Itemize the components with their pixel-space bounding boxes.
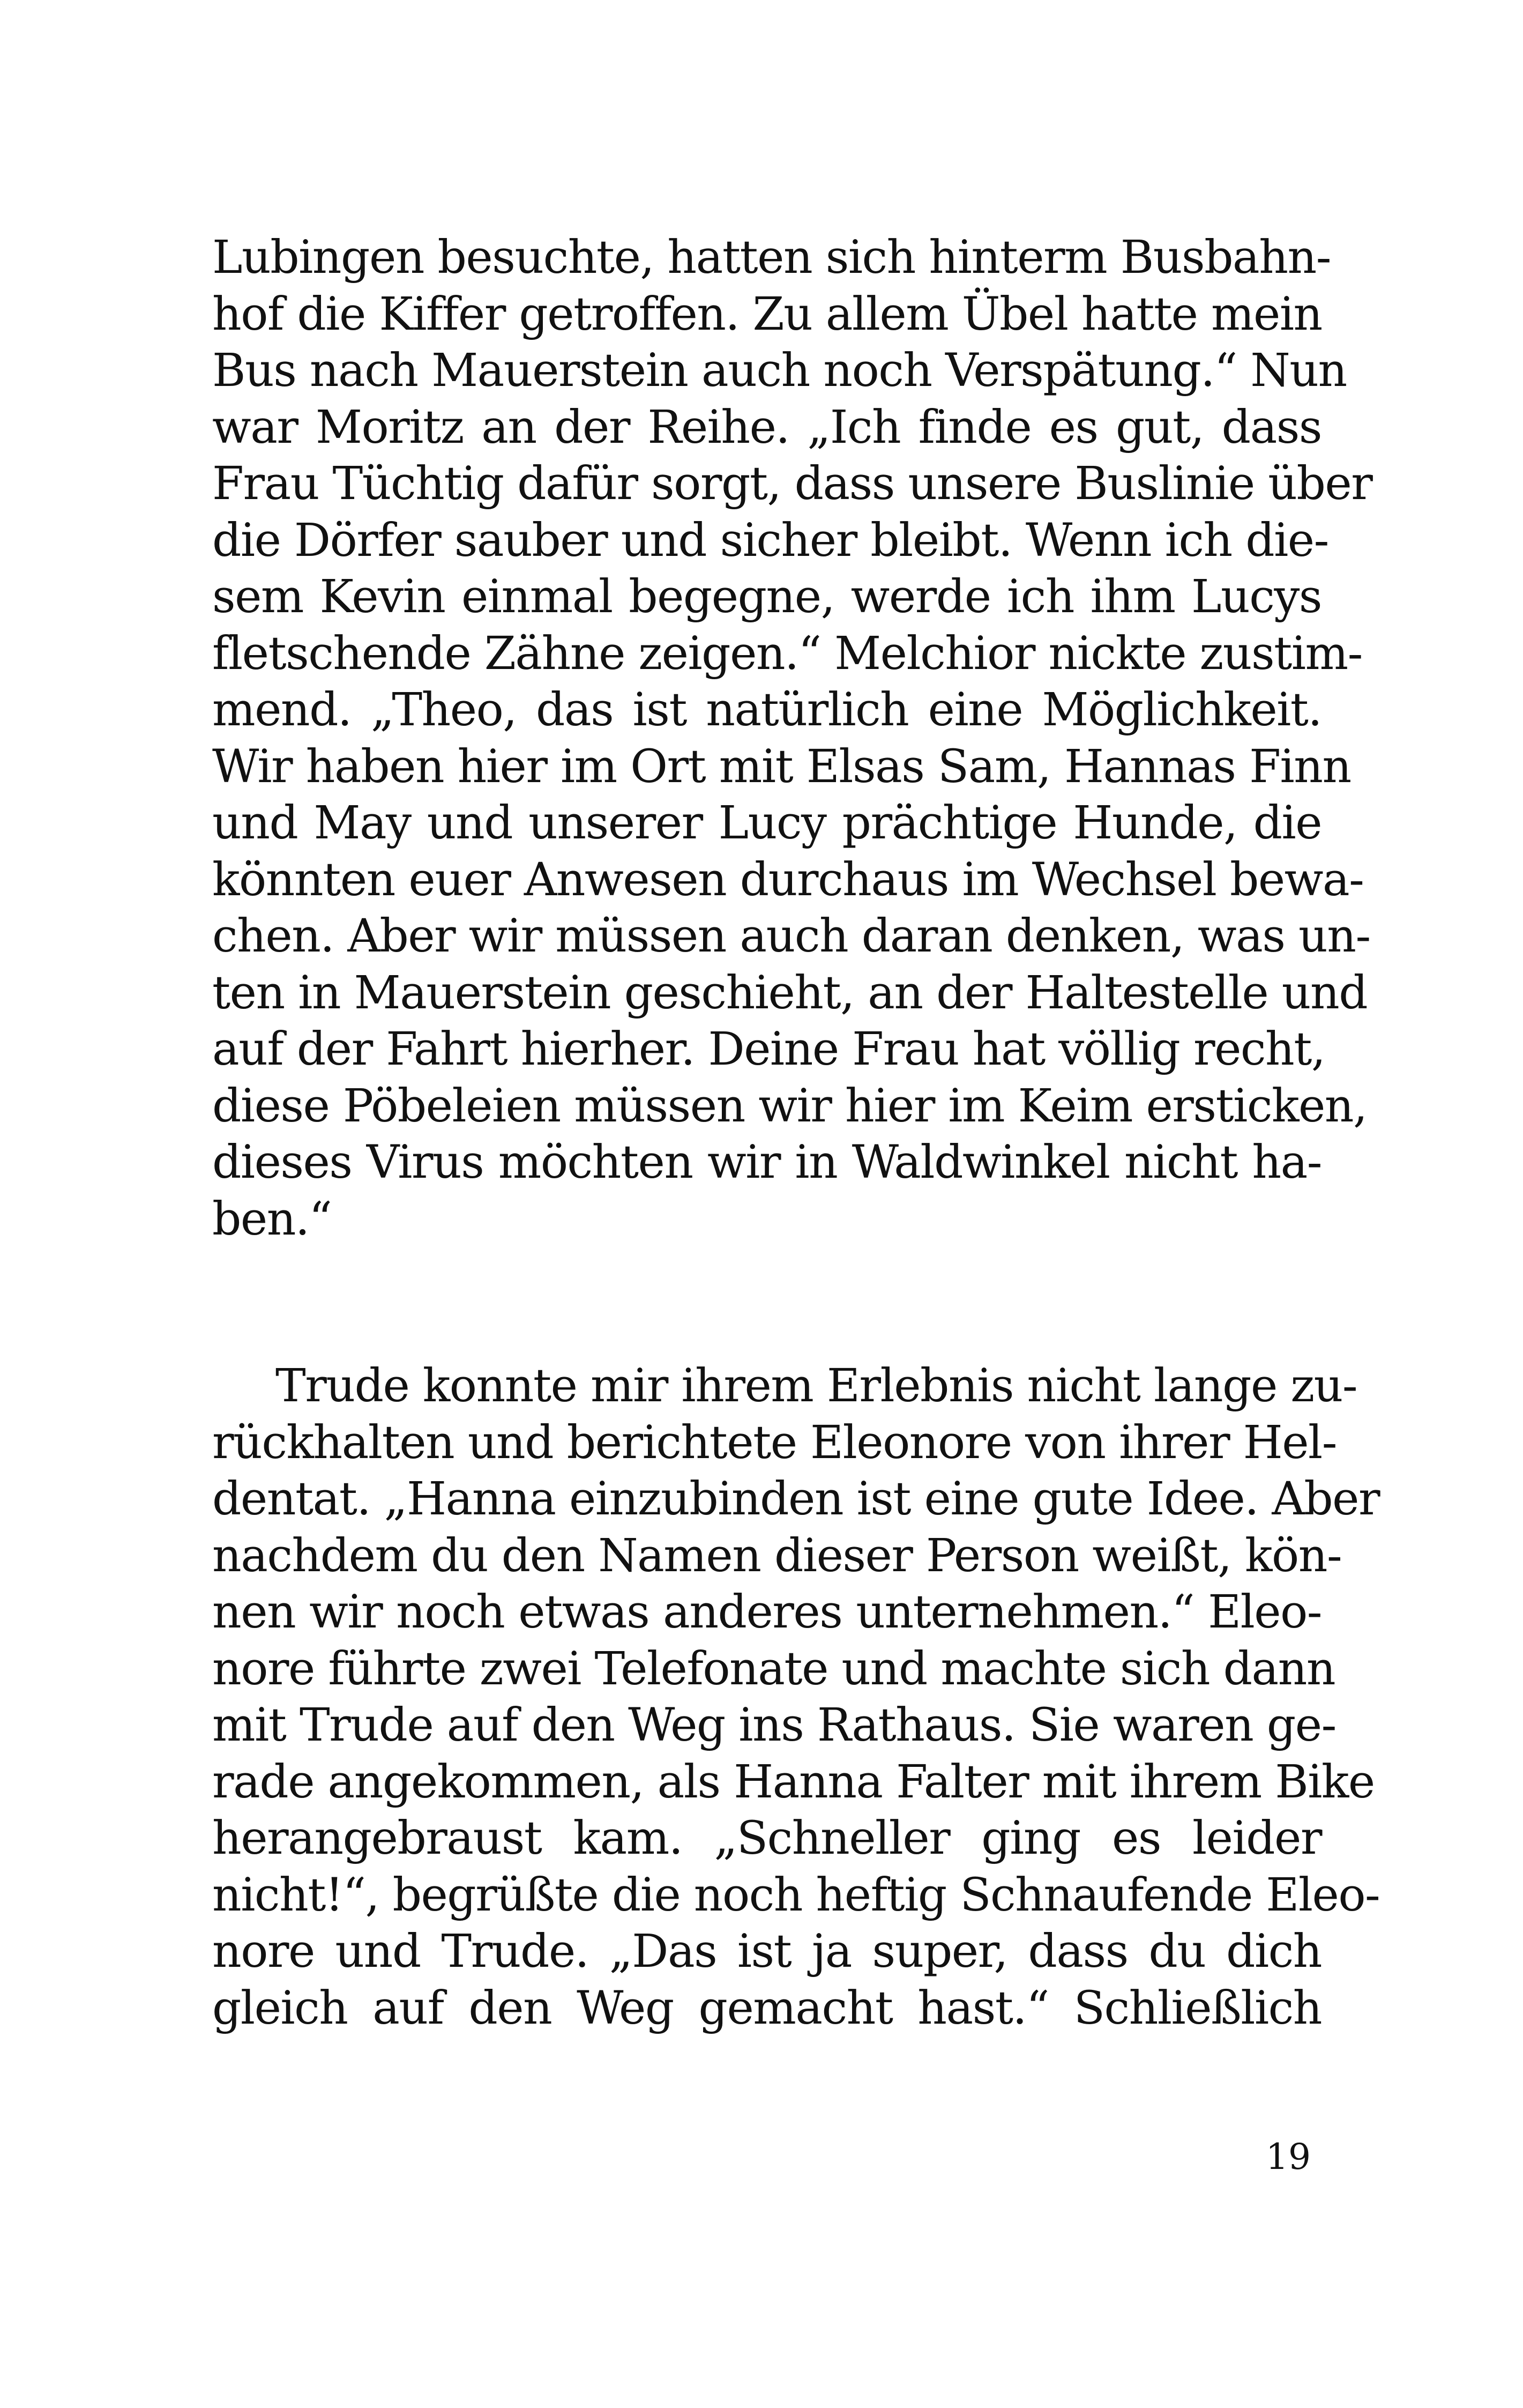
text-line: auf der Fahrt hierher. Deine Frau hat völlig recht, [212,1023,1325,1076]
text-line: chen. Aber wir müssen auch daran denken, was un- [212,910,1370,963]
text-line: herangebraust kam. „Schneller ging es leider [212,1812,1322,1865]
text-line: dentat. „Hanna einzubinden ist eine gute Idee. Aber [212,1473,1380,1526]
text-line: dieses Virus möchten wir in Waldwinkel nicht ha- [212,1136,1322,1189]
text-line: hof die Kiffer getroffen. Zu allem Übel hatte mein [212,287,1322,341]
page-number: 19 [1266,2136,1311,2177]
text-line: ben.“ [212,1192,332,1246]
text-line: nore führte zwei Telefonate und machte sich dann [212,1642,1335,1696]
text-line: diese Pöbeleien müssen wir hier im Keim ersticken, [212,1079,1367,1133]
text-line: mend. „Theo, das ist natürlich eine Möglichkeit. [212,683,1322,737]
paragraph-2 [212,1358,1380,2037]
text-line: war Moritz an der Reihe. „Ich finde es gut, dass [212,400,1322,454]
text-line: fletschende Zähne zeigen.“ Melchior nickte zustim- [212,627,1362,680]
text-line: nen wir noch etwas anderes unternehmen.“ Eleo- [212,1586,1322,1639]
text-line: gleich auf den Weg gemacht hast.“ Schließlich [212,1981,1322,2035]
text-line: nachdem du den Namen dieser Person weißt, kön- [212,1529,1342,1582]
text-line: die Dörfer sauber und sicher bleibt. Wenn ich die- [212,514,1328,567]
text-line: Wir haben hier im Ort mit Elsas Sam, Hannas Finn [212,740,1351,793]
text-line: rückhalten und berichtete Eleonore von ihrer Hel- [212,1416,1337,1469]
text-line: Bus nach Mauerstein auch noch Verspätung.“ Nun [212,344,1347,397]
text-line: nore und Trude. „Das ist ja super, dass du dich [212,1925,1322,1978]
text-line: und May und unserer Lucy prächtige Hunde, die [212,797,1322,850]
text-line: nicht!“, begrüßte die noch heftig Schnaufende Eleo- [212,1868,1380,1922]
text-line: rade angekommen, als Hanna Falter mit ihrem Bike [212,1755,1375,1809]
text-line: Lubingen besuchte, hatten sich hinterm Busbahn- [212,231,1331,284]
text-line: sem Kevin einmal begegne, werde ich ihm Lucys [212,570,1322,623]
text-line: Trude konnte mir ihrem Erlebnis nicht lange zu- [275,1359,1357,1413]
text-line: könnten euer Anwesen durchaus im Wechsel bewa- [212,853,1364,906]
text-line: Frau Tüchtig dafür sorgt, dass unsere Buslinie über [212,457,1372,510]
text-line: ten in Mauerstein geschieht, an der Haltestelle und [212,966,1368,1020]
text-line: mit Trude auf den Weg ins Rathaus. Sie waren ge- [212,1699,1336,1752]
paragraph-1 [212,229,1372,1247]
